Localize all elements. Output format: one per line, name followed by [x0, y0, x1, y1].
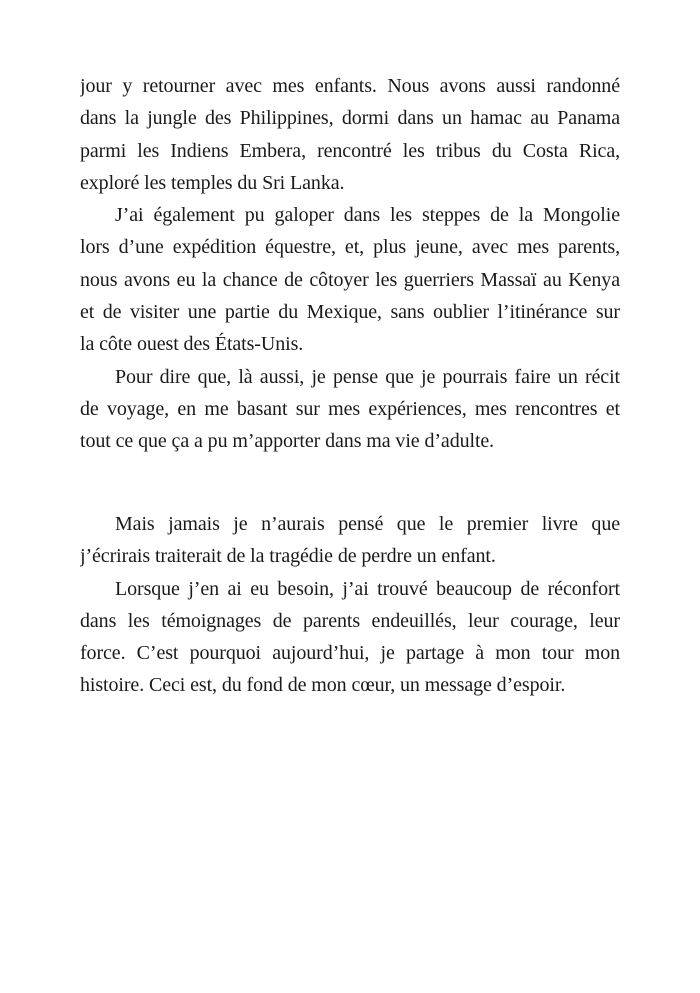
text-line: la côte ouest des États-Unis. — [80, 333, 304, 356]
text-line: lors d’une expédition équestre, et, plus jeune, avec mes parents, — [80, 236, 620, 259]
text-line: Pour dire que, là aussi, je pense que je pourrais faire un récit — [115, 365, 620, 388]
text-line: dans la jungle des Philippines, dormi dans un hamac au Panama — [80, 107, 620, 130]
paragraph-message-of-hope — [80, 573, 620, 702]
text-line: nous avons eu la chance de côtoyer les guerriers Massaï au Kenya — [80, 268, 620, 291]
paragraph-first-book — [80, 508, 620, 573]
text-line: Lorsque j’en ai eu besoin, j’ai trouvé beaucoup de réconfort — [115, 577, 620, 600]
text-line: de voyage, en me basant sur mes expériences, mes rencontres et — [80, 397, 620, 420]
text-line: Mais jamais je n’aurais pensé que le premier livre que — [115, 513, 620, 535]
text-line: force. C’est pourquoi aujourd’hui, je partage à mon tour mon — [80, 642, 620, 665]
text-line: et de visiter une partie du Mexique, sans oublier l’itinérance sur — [80, 301, 620, 324]
text-line: J’ai également pu galoper dans les steppes de la Mongolie — [115, 204, 620, 227]
text-section-travel — [80, 70, 620, 458]
text-line: dans les témoignages de parents endeuillés, leur courage, leur — [80, 609, 620, 632]
text-line: exploré les temples du Sri Lanka. — [80, 171, 345, 194]
paragraph-travel-story — [80, 361, 620, 458]
text-line: jour y retourner avec mes enfants. Nous avons aussi randonné — [80, 75, 620, 97]
text-line: parmi les Indiens Embera, rencontré les tribus du Costa Rica, — [80, 139, 620, 162]
paragraph-mongolia — [80, 199, 620, 360]
text-line: j’écrirais traiterait de la tragédie de perdre un enfant. — [80, 545, 496, 568]
text-line: histoire. Ceci est, du fond de mon cœur, un message d’espoir. — [80, 674, 566, 697]
text-line: tout ce que ça a pu m’apporter dans ma vie d’adulte. — [80, 430, 495, 453]
text-section-first-book — [80, 508, 620, 702]
paragraph-travel-continuation — [80, 70, 620, 199]
